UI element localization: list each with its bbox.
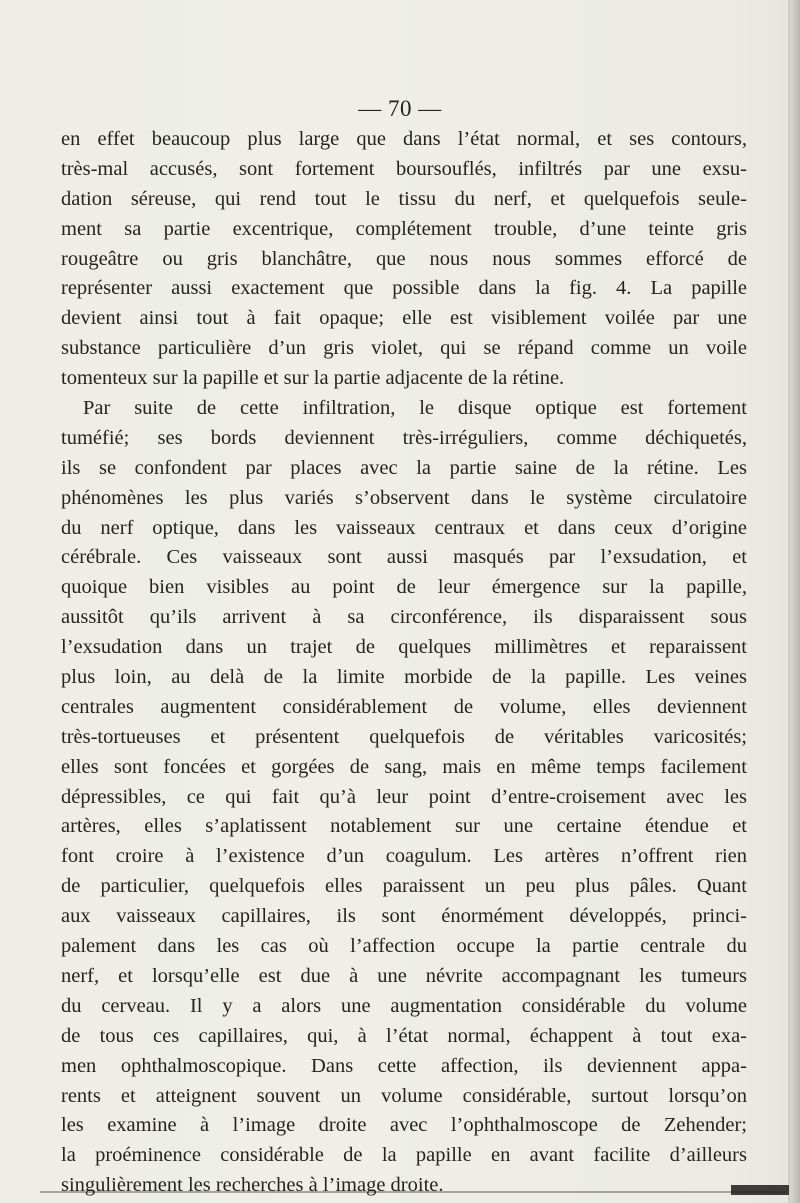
text-line: la proéminence considérable de la papille en avant facilite d’ailleurs xyxy=(61,1144,747,1167)
text-line: devient ainsi tout à fait opaque; elle est visiblement voilée par une xyxy=(61,307,747,330)
body-text xyxy=(61,125,747,1201)
text-line: du cerveau. Il y a alors une augmentation considérable du volume xyxy=(61,994,747,1017)
text-line: aux vaisseaux capillaires, ils sont énormément développés, princi- xyxy=(61,905,747,928)
text-line: nerf, et lorsqu’elle est due à une névrite accompagnant les tumeurs xyxy=(61,964,747,987)
text-line: représenter aussi exactement que possible dans la fig. 4. La papille xyxy=(61,277,747,300)
text-line: font croire à l’existence d’un coagulum. Les artères n’offrent rien xyxy=(61,845,747,868)
text-line: de particulier, quelquefois elles paraissent un peu plus pâles. Quant xyxy=(61,875,747,898)
text-line: en effet beaucoup plus large que dans l’état normal, et ses contours, xyxy=(61,128,747,150)
paragraph-start-line: Par suite de cette infiltration, le disque optique est fortement xyxy=(83,397,747,420)
text-line: men ophthalmoscopique. Dans cette affection, ils deviennent appa- xyxy=(61,1054,747,1077)
text-line: cérébrale. Ces vaisseaux sont aussi masqués par l’exsudation, et xyxy=(61,546,747,569)
text-line: dépressibles, ce qui fait qu’à leur point d’entre-croisement avec les xyxy=(61,785,747,808)
text-line: elles sont foncées et gorgées de sang, mais en même temps facilement xyxy=(61,755,747,778)
text-line: plus loin, au delà de la limite morbide de la papille. Les veines xyxy=(61,666,747,689)
text-line: centrales augmentent considérablement de volume, elles deviennent xyxy=(61,695,747,718)
text-line: de tous ces capillaires, qui, à l’état normal, échappent à tout exa- xyxy=(61,1024,747,1047)
text-line: tuméfié; ses bords deviennent très-irréguliers, comme déchiquetés, xyxy=(61,426,747,449)
text-line: rougeâtre ou gris blanchâtre, que nous nous sommes efforcé de xyxy=(61,247,747,270)
text-line: très-tortueuses et présentent quelquefois de véritables varicosités; xyxy=(61,725,747,748)
text-line: l’exsudation dans un trajet de quelques millimètres et reparaissent xyxy=(61,636,747,659)
text-line: substance particulière d’un gris violet, qui se répand comme un voile xyxy=(61,337,747,360)
text-line: ils se confondent par places avec la partie saine de la rétine. Les xyxy=(61,456,747,479)
text-line: singulièrement les recherches à l’image droite. xyxy=(61,1174,444,1197)
text-line: très-mal accusés, sont fortement boursouflés, infiltrés par une exsu- xyxy=(61,157,747,180)
text-line: du nerf optique, dans les vaisseaux centraux et dans ceux d’origine xyxy=(61,516,747,539)
text-line: ment sa partie excentrique, complétement trouble, d’une teinte gris xyxy=(61,217,747,240)
text-line: artères, elles s’aplatissent notablement sur une certaine étendue et xyxy=(61,815,747,838)
text-line: dation séreuse, qui rend tout le tissu du nerf, et quelquefois seule- xyxy=(61,187,747,210)
page-number: — 70 — xyxy=(358,96,442,121)
text-line: palement dans les cas où l’affection occupe la partie centrale du xyxy=(61,935,747,958)
text-line: les examine à l’image droite avec l’ophthalmoscope de Zehender; xyxy=(61,1114,747,1137)
text-line: rents et atteignent souvent un volume considérable, surtout lorsqu’on xyxy=(61,1084,747,1107)
text-line: aussitôt qu’ils arrivent à sa circonférence, ils disparaissent sous xyxy=(61,606,747,629)
text-line: tomenteux sur la papille et sur la partie adjacente de la rétine. xyxy=(61,367,565,390)
text-line: phénomènes les plus variés s’observent dans le système circulatoire xyxy=(61,486,747,509)
text-line: quoique bien visibles au point de leur émergence sur la papille, xyxy=(61,576,747,599)
page-edge-shadow xyxy=(788,0,800,1203)
